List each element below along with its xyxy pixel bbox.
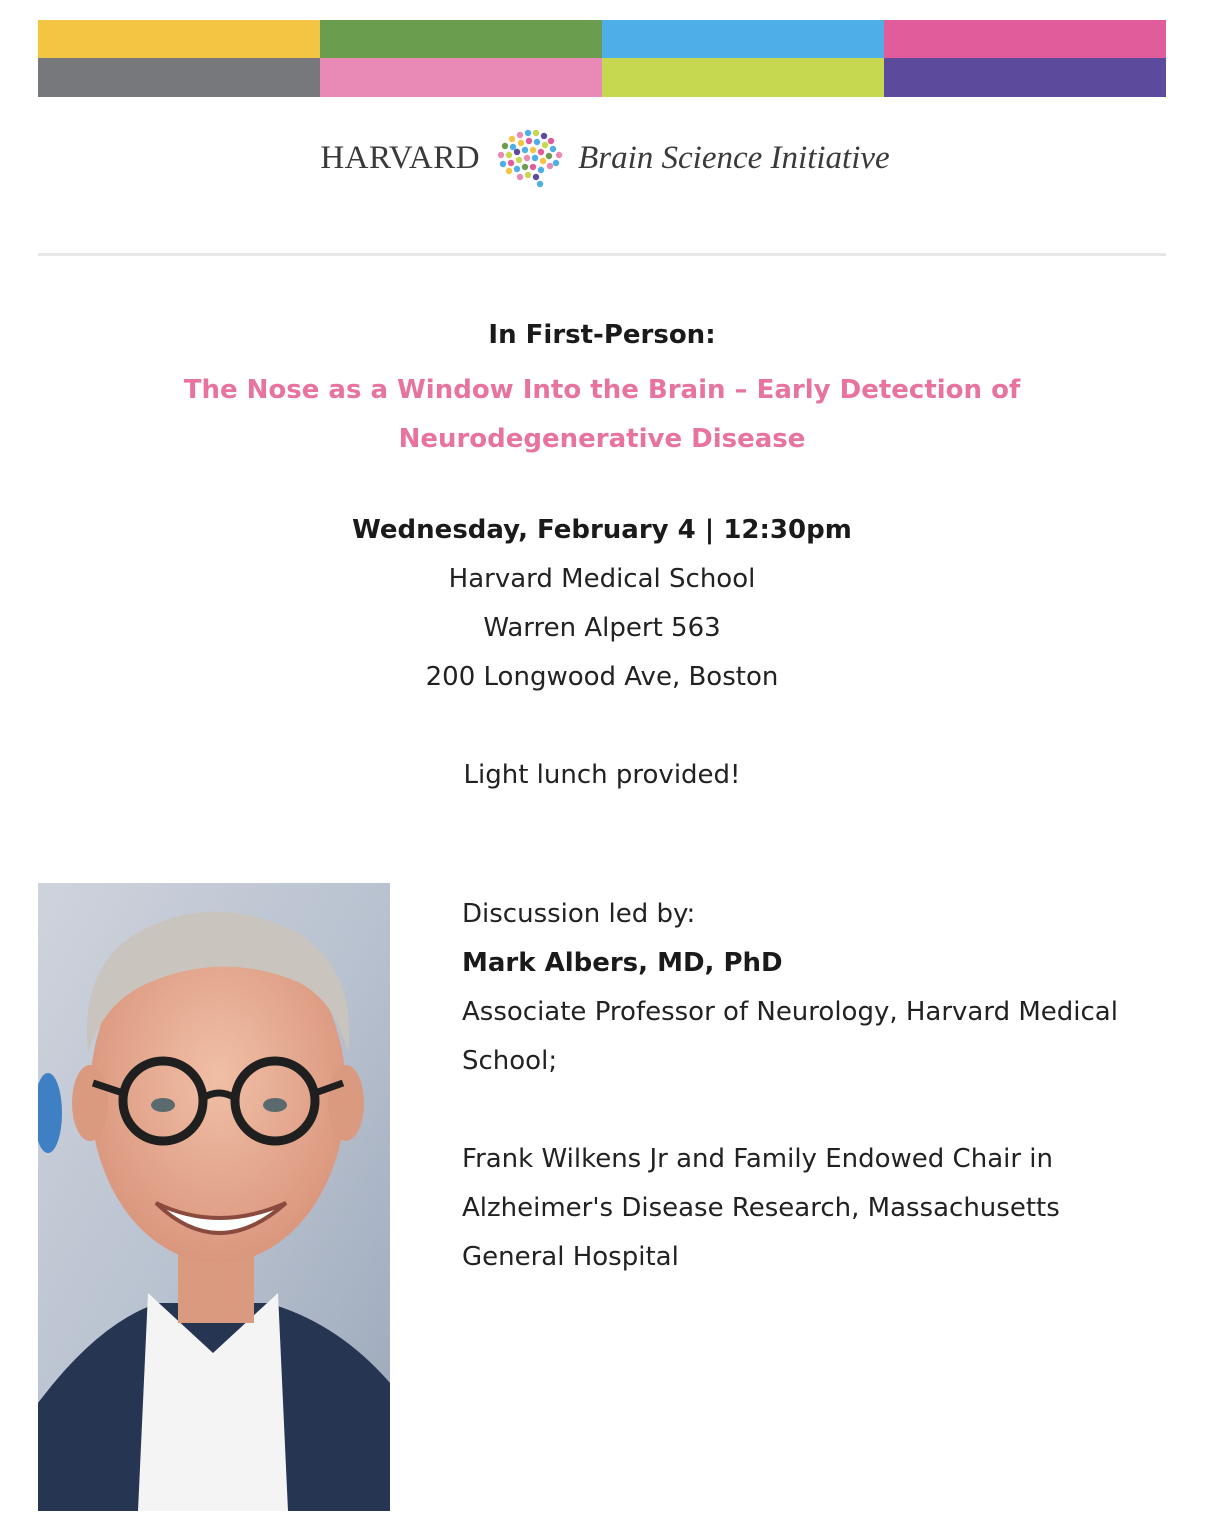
color-bar-pink xyxy=(320,58,602,97)
color-bars-banner xyxy=(38,20,1166,97)
brain-icon xyxy=(490,125,570,191)
speaker-name: Mark Albers, MD, PhD xyxy=(462,948,783,978)
color-bar-blue xyxy=(602,20,884,58)
speaker-portrait-image xyxy=(38,883,390,1511)
hbi-logo[interactable] xyxy=(0,122,1210,194)
event-note: Light lunch provided! xyxy=(463,760,741,790)
event-datetime: Wednesday, February 4 | 12:30pm xyxy=(352,515,852,545)
logo-tagline: Brain Science Initiative xyxy=(578,139,890,176)
event-title[interactable]: The Nose as a Window Into the Brain – Early Detection of Neurodegenerative Disease xyxy=(183,375,1021,454)
color-bar-yellow xyxy=(38,20,320,58)
color-bars-bottom-row xyxy=(38,58,1166,97)
speaker-intro: Discussion led by: xyxy=(462,899,696,929)
color-bar-magenta xyxy=(884,20,1166,58)
color-bar-green xyxy=(320,20,602,58)
logo-wordmark: HARVARD xyxy=(320,139,481,176)
color-bar-gray xyxy=(38,58,320,97)
speaker-role-1: Associate Professor of Neurology, Harvard Medical School; xyxy=(462,997,1118,1076)
event-location-line3: 200 Longwood Ave, Boston xyxy=(425,662,779,692)
speaker-bio xyxy=(462,890,1142,1282)
bio-spacer xyxy=(462,1086,1142,1135)
event-location-line2: Warren Alpert 563 xyxy=(483,613,721,643)
color-bars-top-row xyxy=(38,20,1166,58)
speaker-role-2: Frank Wilkens Jr and Family Endowed Chair in Alzheimer's Disease Research, Massachusetts General Hospital xyxy=(462,1144,1060,1272)
event-location-line1: Harvard Medical School xyxy=(448,564,756,594)
event-kicker: In First-Person: xyxy=(488,320,716,350)
speaker-photo xyxy=(38,883,390,1511)
color-bar-purple xyxy=(884,58,1166,97)
color-bar-lime xyxy=(602,58,884,97)
header-divider xyxy=(38,253,1166,256)
